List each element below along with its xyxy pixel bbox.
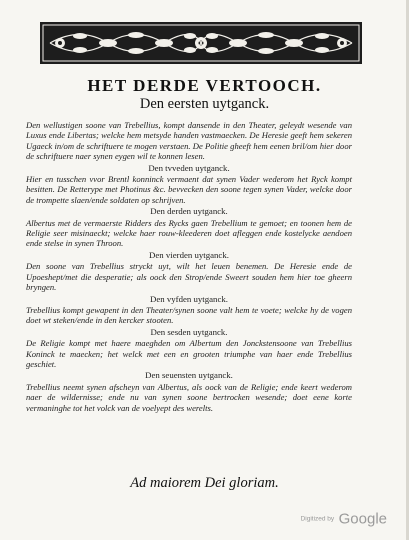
act-paragraph-7: Trebellius neemt synen afscheyn van Albertus, als oock van de Religie; ende keert wederom naer de wildernisse; ende nu van synen soone bertrocken wesende; doet eene korte vermaninghe tot het volck van de voelyept des werelts. [26,381,352,413]
first-act-heading: Den eersten uytganck. [139,96,270,112]
closing-motto: Ad maiorem Dei gloriam. [130,475,279,491]
act-heading-6: Den sesden uytganck. [150,326,228,337]
act-heading-2: Den tvveden uytganck. [148,162,230,173]
act-paragraph-6: De Religie kompt met haere maeghden om Albertum den Jonckstensoone van Trebellius Koninck te maecken; het welck met een en grooten triumphe van haer ende Trebellius geschiet. [26,338,352,369]
watermark-prefix: Digitized by [300,515,335,523]
body-text [26,120,352,413]
act-paragraph-3: Albertus met de vermaerste Ridders des Rycks gaen Trebellium te gemoet; en toonen hem de Religie seer misinaeckt; welcke haer rouw-kleederen doet afleggen ende kostelycke aendoen ende stelse in synen Throon. [26,217,352,249]
act-heading-5: Den vyfden uytganck. [150,293,228,304]
act-heading-3: Den derden uytganck. [150,206,228,217]
google-logo: Google [338,510,387,528]
digitization-watermark [301,510,387,528]
act-paragraph-5: Trebellius kompt gewapent in den Theater/synen soone valt hem te voete; welcke hy de vogen doet wt steken/ende in den kercker stooten. [26,304,352,326]
act-paragraph-1: Den wellustigen soone van Trebellius, kompt dansende in den Theater, geleydt wesende van Luxus ende Libertas; welcke hem metsyde handen vastmaecken. De Heresie geeft hem sekeren Ugaeck in/om de schriftuere te mogen verstaen. De Politie gheeft hem eenen bril/om hier door de schriftuere naer synen eygen wil te konnen lesen. [26,120,352,162]
act-paragraph-2: Hier en tusschen vvor Brentl konninck vermaent dat synen Vader wederom het Ryck kompt besitten. De Retterype met Photinus &c. bevvecken den soone tegen synen Vader, welcke door de trompette slaen/ende soldaten op schrijven. [26,174,352,205]
act-paragraph-4: Den soone van Trebellius stryckt uyt, wilt het leuen benemen. De Heresie ende de Upoeshept/met die desperatie; als oock den Strop/ende Sweert souden hem hier toe gheern bryngen. [26,261,352,293]
section-title: HET DERDE VERTOOCH. [87,76,322,95]
decorative-headpiece-ornament [40,22,362,64]
act-heading-7: Den seuensten uytganck. [145,370,233,381]
act-heading-4: Den vierden uytganck. [149,249,229,260]
